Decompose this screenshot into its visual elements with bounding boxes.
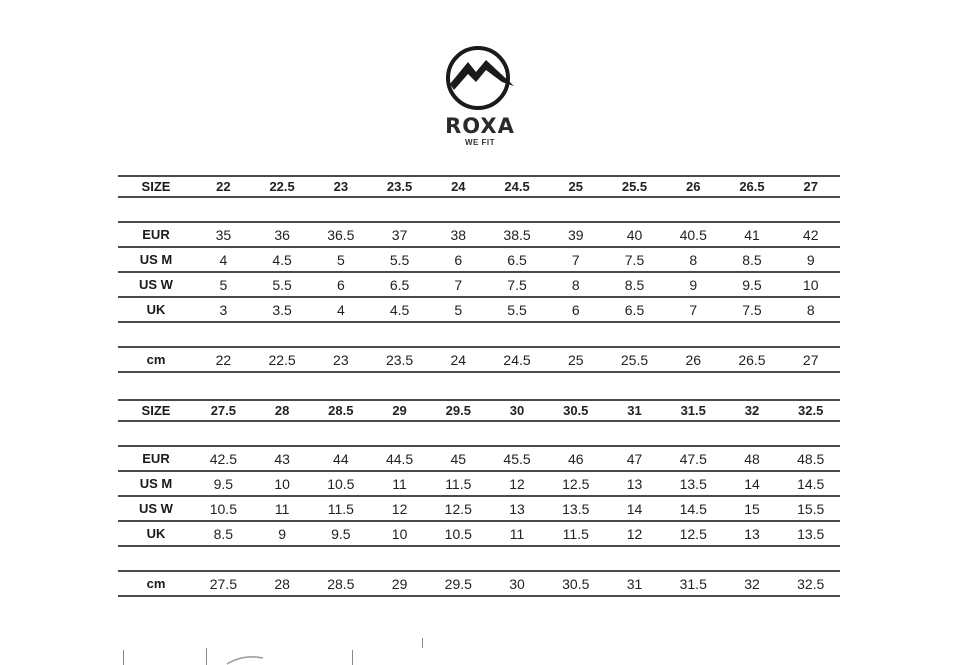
table-cell: 8.5: [213, 525, 234, 542]
divider: [123, 650, 124, 665]
table-cell: 10.5: [327, 475, 355, 492]
table-cell: 48: [744, 450, 760, 467]
cropped-bottom-artifacts: [0, 630, 960, 665]
table-cell: 6.5: [624, 301, 645, 318]
table-cell: 9.5: [213, 475, 234, 492]
table-cell: 12.5: [444, 500, 472, 517]
table-cell: 40.5: [679, 226, 707, 243]
brand-name: ROXA: [445, 114, 515, 138]
table-cell: 12: [509, 475, 525, 492]
table-cell: 25.5: [621, 179, 648, 194]
table-cell: 47.5: [679, 450, 707, 467]
table-cell: 25: [568, 179, 583, 194]
table-cell: 26: [686, 179, 701, 194]
table-cell: 29.5: [445, 403, 471, 418]
table-cell: 26: [685, 351, 702, 368]
table-cell: 11: [274, 500, 290, 517]
table-cell: 29: [391, 575, 408, 592]
table-cell: 22: [215, 351, 232, 368]
table-cell: 26.5: [738, 351, 766, 368]
table-cell: 47: [626, 450, 643, 467]
table-cell: 4: [219, 251, 228, 268]
table-cell: 23: [333, 179, 349, 194]
table-cell: 30: [509, 403, 525, 418]
table-cell: 7.5: [742, 301, 762, 318]
table-cell: 10: [802, 276, 819, 293]
table-spacer-row: [118, 547, 840, 572]
table-cell: 38: [450, 226, 467, 243]
table-cell: 7: [454, 276, 463, 293]
table-cell: 11.5: [327, 500, 354, 517]
table-cell: 44.5: [385, 450, 414, 467]
table-row-us-w: [118, 497, 840, 522]
table-cell: 12: [391, 500, 408, 517]
table-cell: 31: [626, 575, 643, 592]
table-row-cm: [118, 572, 840, 597]
table-cell: 4: [336, 301, 345, 318]
table-cell: 31.5: [679, 575, 707, 592]
table-cell: 42.5: [209, 450, 237, 467]
table-row-us-m: [118, 248, 840, 273]
table-cell: 32.5: [798, 403, 824, 418]
table-cell: 40: [626, 226, 643, 243]
table-cell: 22.5: [268, 351, 296, 368]
table-spacer-row: [118, 422, 840, 447]
brand-logo: [420, 42, 540, 150]
row-label: US M: [139, 476, 173, 491]
table-cell: 31.5: [680, 403, 706, 418]
table-cell: 23.5: [386, 179, 413, 194]
brand-tagline: WE FIT: [464, 138, 496, 147]
divider: [206, 648, 207, 665]
table-cell: 5: [454, 301, 463, 318]
table-cell: 27: [803, 179, 818, 194]
table-cell: 30: [509, 575, 525, 592]
table-row-size: [118, 175, 840, 198]
table-cell: 5.5: [507, 301, 527, 318]
table-cell: 23: [333, 351, 349, 368]
table-cell: 9: [689, 276, 698, 293]
table-cell: 5.5: [389, 251, 410, 268]
row-label: cm: [146, 352, 166, 367]
table-cell: 10.5: [444, 525, 472, 542]
table-spacer-row: [118, 323, 840, 348]
table-spacer-row: [118, 198, 840, 223]
table-cell: 30.5: [562, 575, 590, 592]
table-cell: 25: [567, 351, 584, 368]
table-cell: 28.5: [328, 403, 354, 418]
table-cell: 45: [450, 450, 467, 467]
table-cell: 14.5: [797, 475, 825, 492]
table-row-us-w: [118, 273, 840, 298]
table-row-size: [118, 399, 840, 422]
table-cell: 6: [571, 301, 580, 318]
table-cell: 6: [336, 276, 345, 293]
table-cell: 44: [333, 450, 349, 467]
table-cell: 28: [274, 403, 290, 418]
table-cell: 23.5: [385, 351, 414, 368]
table-cell: 3: [219, 301, 228, 318]
table-cell: 12.5: [679, 525, 707, 542]
row-label: US M: [139, 252, 173, 267]
table-cell: 14: [626, 500, 643, 517]
table-cell: 41: [744, 226, 760, 243]
table-cell: 13.5: [562, 500, 590, 517]
table-cell: 3.5: [272, 301, 292, 318]
table-cell: 24.5: [503, 351, 531, 368]
row-label: UK: [146, 302, 166, 317]
table-cell: 10.5: [209, 500, 237, 517]
table-cell: 11: [509, 525, 525, 542]
table-cell: 46: [567, 450, 584, 467]
divider: [352, 650, 353, 665]
table-cell: 48.5: [797, 450, 825, 467]
table-cell: 12.5: [562, 475, 590, 492]
table-cell: 13: [626, 475, 643, 492]
table-cell: 7: [571, 251, 580, 268]
table-row-uk: [118, 522, 840, 547]
table-cell: 45.5: [503, 450, 531, 467]
table-cell: 4.5: [389, 301, 410, 318]
table-cell: 14: [744, 475, 760, 492]
table-cell: 8.5: [742, 251, 762, 268]
table-cell: 4.5: [272, 251, 292, 268]
row-label: SIZE: [141, 403, 171, 418]
table-cell: 15: [744, 500, 760, 517]
table-row-uk: [118, 298, 840, 323]
row-label: EUR: [142, 227, 170, 242]
table-cell: 11.5: [445, 475, 472, 492]
table-cell: 28: [274, 575, 290, 592]
table-row-cm: [118, 348, 840, 373]
table-cell: 39: [567, 226, 584, 243]
table-cell: 32: [744, 575, 760, 592]
table-cell: 32: [744, 403, 760, 418]
table-cell: 6.5: [507, 251, 527, 268]
table-cell: 27.5: [210, 403, 237, 418]
size-table-1: [118, 175, 840, 373]
table-cell: 31: [627, 403, 642, 418]
table-cell: 8: [689, 251, 698, 268]
table-cell: 11: [392, 475, 407, 492]
table-cell: 5.5: [272, 276, 292, 293]
table-cell: 27.5: [209, 575, 237, 592]
table-cell: 5: [219, 276, 228, 293]
table-row-eur: [118, 223, 840, 248]
table-cell: 22.5: [269, 179, 295, 194]
row-label: EUR: [142, 451, 170, 466]
mountain-circle-logo-icon: [444, 42, 516, 114]
table-cell: 7.5: [624, 251, 645, 268]
table-cell: 43: [274, 450, 290, 467]
table-cell: 10: [391, 525, 408, 542]
table-cell: 9: [806, 251, 815, 268]
row-label: UK: [146, 526, 166, 541]
table-cell: 5: [336, 251, 345, 268]
table-cell: 38.5: [503, 226, 531, 243]
table-cell: 30.5: [563, 403, 589, 418]
table-cell: 27: [802, 351, 819, 368]
table-cell: 24.5: [504, 179, 530, 194]
table-cell: 13.5: [797, 525, 825, 542]
table-cell: 25.5: [620, 351, 649, 368]
curve-fragment-icon: [225, 652, 265, 665]
table-cell: 6.5: [389, 276, 410, 293]
table-cell: 8.5: [624, 276, 645, 293]
size-table-2: [118, 399, 840, 597]
table-cell: 24: [450, 351, 467, 368]
table-cell: 29.5: [444, 575, 472, 592]
table-cell: 8: [571, 276, 580, 293]
table-cell: 29: [392, 403, 407, 418]
table-cell: 36: [274, 226, 290, 243]
table-cell: 8: [806, 301, 815, 318]
table-cell: 13.5: [679, 475, 707, 492]
table-row-us-m: [118, 472, 840, 497]
table-cell: 26.5: [739, 179, 765, 194]
table-cell: 35: [215, 226, 232, 243]
row-label: US W: [139, 501, 173, 516]
table-cell: 9: [278, 525, 286, 542]
table-cell: 15.5: [797, 500, 825, 517]
table-cell: 9.5: [742, 276, 762, 293]
row-label: US W: [139, 277, 173, 292]
table-row-eur: [118, 447, 840, 472]
table-cell: 13: [509, 500, 525, 517]
table-cell: 7: [689, 301, 698, 318]
table-cell: 11.5: [562, 525, 589, 542]
table-cell: 28.5: [327, 575, 355, 592]
table-cell: 6: [454, 251, 463, 268]
row-label: cm: [146, 576, 166, 591]
table-cell: 12: [626, 525, 643, 542]
table-cell: 7.5: [507, 276, 527, 293]
table-cell: 14.5: [679, 500, 707, 517]
divider: [422, 638, 423, 648]
row-label: SIZE: [141, 179, 171, 194]
table-cell: 42: [802, 226, 819, 243]
table-cell: 36.5: [327, 226, 355, 243]
table-cell: 37: [391, 226, 408, 243]
table-cell: 22: [216, 179, 231, 194]
table-cell: 24: [451, 179, 466, 194]
table-cell: 10: [274, 475, 290, 492]
table-cell: 32.5: [797, 575, 825, 592]
table-cell: 13: [744, 525, 760, 542]
table-cell: 9.5: [331, 525, 351, 542]
